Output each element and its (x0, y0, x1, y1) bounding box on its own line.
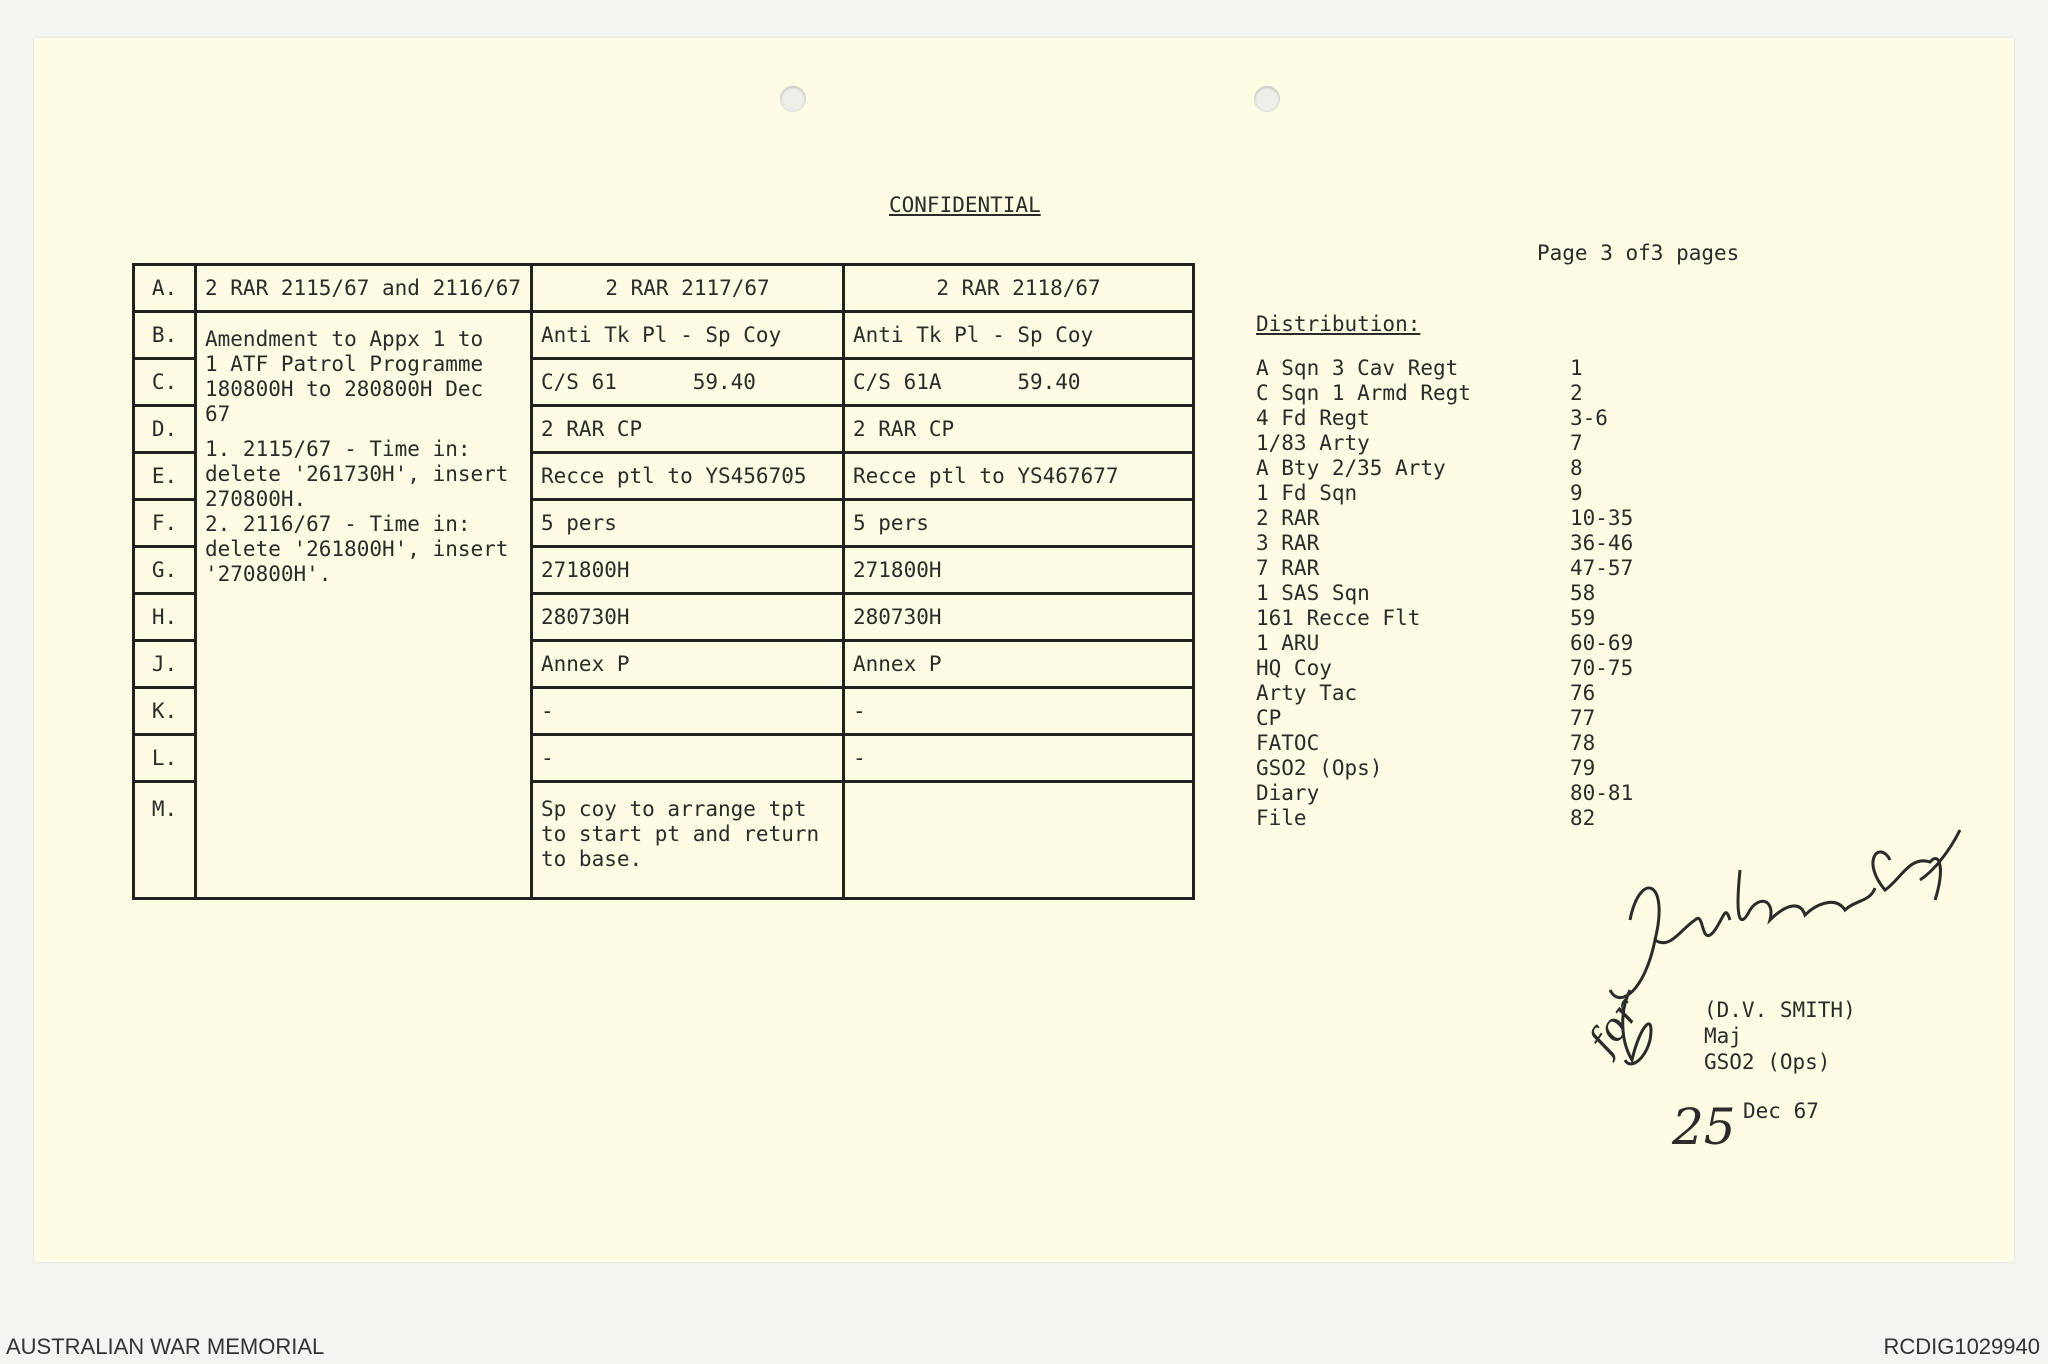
row-letter: F. (134, 500, 196, 547)
punch-hole (780, 86, 806, 112)
cell-col-2: 2 RAR CP (532, 406, 844, 453)
amendment-line: '270800H'. (205, 562, 332, 586)
classification-heading: CONFIDENTIAL (889, 193, 1041, 217)
distribution-unit: 4 Fd Regt (1256, 406, 1370, 430)
distribution-item (1256, 631, 1633, 656)
row-letter: M. (134, 782, 196, 899)
distribution-unit: Arty Tac (1256, 681, 1358, 705)
cell-col-2: C/S 61 59.40 (532, 359, 844, 406)
distribution-copies: 3-6 (1570, 406, 1608, 430)
distribution-copies: 58 (1570, 581, 1596, 605)
row-letter: C. (134, 359, 196, 406)
signatory-name: (D.V. SMITH) (1704, 998, 1856, 1022)
patrol-amendment-table (132, 263, 1195, 900)
distribution-copies: 47-57 (1570, 556, 1634, 580)
amendment-line: 270800H. (205, 487, 307, 511)
distribution-item (1256, 656, 1633, 681)
amendment-line: 1. 2115/67 - Time in: (205, 437, 471, 461)
distribution-unit: 161 Recce Flt (1256, 606, 1421, 630)
for-mark: for (1579, 991, 1648, 1062)
cell-col-3: 5 pers (844, 500, 1194, 547)
distribution-copies: 82 (1570, 806, 1596, 830)
page-number: Page 3 of3 pages (1537, 241, 1740, 265)
amendment-line: 180800H to 280800H Dec (205, 377, 484, 401)
distribution-item (1256, 681, 1633, 706)
distribution-copies: 1 (1570, 356, 1583, 380)
cell-col-2: Anti Tk Pl - Sp Coy (532, 312, 844, 359)
archive-id: RCDIG1029940 (1883, 1334, 2040, 1359)
row-letter: K. (134, 688, 196, 735)
distribution-copies: 77 (1570, 706, 1596, 730)
distribution-copies: 78 (1570, 731, 1596, 755)
distribution-item (1256, 456, 1633, 481)
distribution-copies: 36-46 (1570, 531, 1634, 555)
table-row (134, 312, 1194, 359)
distribution-unit: Diary (1256, 781, 1320, 805)
distribution-unit: 1 Fd Sqn (1256, 481, 1358, 505)
row-letter: G. (134, 547, 196, 594)
cell-col-3: Anti Tk Pl - Sp Coy (844, 312, 1194, 359)
distribution-copies: 7 (1570, 431, 1583, 455)
row-letter: J. (134, 641, 196, 688)
cell-col-2: 280730H (532, 594, 844, 641)
cell-col-3: 2 RAR CP (844, 406, 1194, 453)
distribution-item (1256, 781, 1633, 806)
distribution-unit: A Sqn 3 Cav Regt (1256, 356, 1459, 380)
distribution-unit: HQ Coy (1256, 656, 1332, 680)
cell-col-2: Recce ptl to YS456705 (532, 453, 844, 500)
row-letter: H. (134, 594, 196, 641)
distribution-copies: 80-81 (1570, 781, 1634, 805)
distribution-unit: 7 RAR (1256, 556, 1320, 580)
cell-col-2: 5 pers (532, 500, 844, 547)
cell-col-3 (844, 782, 1194, 899)
distribution-copies: 2 (1570, 381, 1583, 405)
row-letter: B. (134, 312, 196, 359)
footer-bar (0, 1326, 2048, 1364)
row-letter: D. (134, 406, 196, 453)
row-letter: L. (134, 735, 196, 782)
header-col-1: 2 RAR 2115/67 and 2116/67 (196, 265, 532, 312)
distribution-unit: 1/83 Arty (1256, 431, 1370, 455)
distribution-item (1256, 706, 1633, 731)
cell-col-2: 271800H (532, 547, 844, 594)
signatory-rank: Maj (1704, 1024, 1742, 1048)
distribution-item (1256, 756, 1633, 781)
distribution-item (1256, 806, 1633, 831)
distribution-copies: 59 (1570, 606, 1596, 630)
distribution-copies: 76 (1570, 681, 1596, 705)
punch-hole (1254, 86, 1280, 112)
distribution-copies: 70-75 (1570, 656, 1634, 680)
cell-col-2: Sp coy to arrange tpt to start pt and return to base. (532, 782, 844, 899)
amendment-line: Amendment to Appx 1 to (205, 327, 484, 351)
distribution-unit: 3 RAR (1256, 531, 1320, 555)
distribution-item (1256, 356, 1633, 381)
distribution-item (1256, 431, 1633, 456)
distribution-unit: GSO2 (Ops) (1256, 756, 1383, 780)
cell-col-3: C/S 61A 59.40 (844, 359, 1194, 406)
row-letter: A. (134, 265, 196, 312)
amendment-line: 2. 2116/67 - Time in: (205, 512, 471, 536)
amendment-cell (196, 312, 532, 899)
distribution-unit: A Bty 2/35 Arty (1256, 456, 1446, 480)
distribution-item (1256, 606, 1633, 631)
signatory-appointment: GSO2 (Ops) (1704, 1050, 1831, 1074)
distribution-list (1256, 312, 1633, 831)
row-letter: E. (134, 453, 196, 500)
distribution-item (1256, 406, 1633, 431)
distribution-item (1256, 531, 1633, 556)
distribution-title: Distribution: (1256, 312, 1421, 336)
distribution-unit: 2 RAR (1256, 506, 1320, 530)
distribution-unit: FATOC (1256, 731, 1320, 755)
distribution-copies: 9 (1570, 481, 1583, 505)
distribution-item (1256, 381, 1633, 406)
cell-col-2: - (532, 735, 844, 782)
amendment-line: delete '261800H', insert (205, 537, 509, 561)
cell-col-2: - (532, 688, 844, 735)
distribution-copies: 79 (1570, 756, 1596, 780)
cell-col-3: Annex P (844, 641, 1194, 688)
header-col-2: 2 RAR 2117/67 (532, 265, 844, 312)
cell-col-3: 271800H (844, 547, 1194, 594)
cell-col-3: - (844, 688, 1194, 735)
distribution-item (1256, 556, 1633, 581)
distribution-copies: 10-35 (1570, 506, 1634, 530)
distribution-item (1256, 481, 1633, 506)
distribution-item (1256, 731, 1633, 756)
amendment-line: 1 ATF Patrol Programme (205, 352, 484, 376)
distribution-unit: C Sqn 1 Armd Regt (1256, 381, 1471, 405)
cell-col-2: Annex P (532, 641, 844, 688)
amendment-line: delete '261730H', insert (205, 462, 509, 486)
distribution-copies: 60-69 (1570, 631, 1634, 655)
distribution-unit: CP (1256, 706, 1282, 730)
distribution-unit: 1 SAS Sqn (1256, 581, 1370, 605)
cell-col-3: - (844, 735, 1194, 782)
cell-col-3: 280730H (844, 594, 1194, 641)
cell-col-3: Recce ptl to YS467677 (844, 453, 1194, 500)
distribution-item (1256, 506, 1633, 531)
distribution-unit: 1 ARU (1256, 631, 1320, 655)
table-row (134, 265, 1194, 312)
header-col-3: 2 RAR 2118/67 (844, 265, 1194, 312)
archive-name: AUSTRALIAN WAR MEMORIAL (6, 1334, 325, 1359)
distribution-copies: 8 (1570, 456, 1583, 480)
amendment-line: 67 (205, 402, 231, 426)
signature-month-year: Dec 67 (1743, 1099, 1819, 1123)
signature-day: 25 (1672, 1098, 1736, 1156)
distribution-item (1256, 581, 1633, 606)
distribution-unit: File (1256, 806, 1307, 830)
